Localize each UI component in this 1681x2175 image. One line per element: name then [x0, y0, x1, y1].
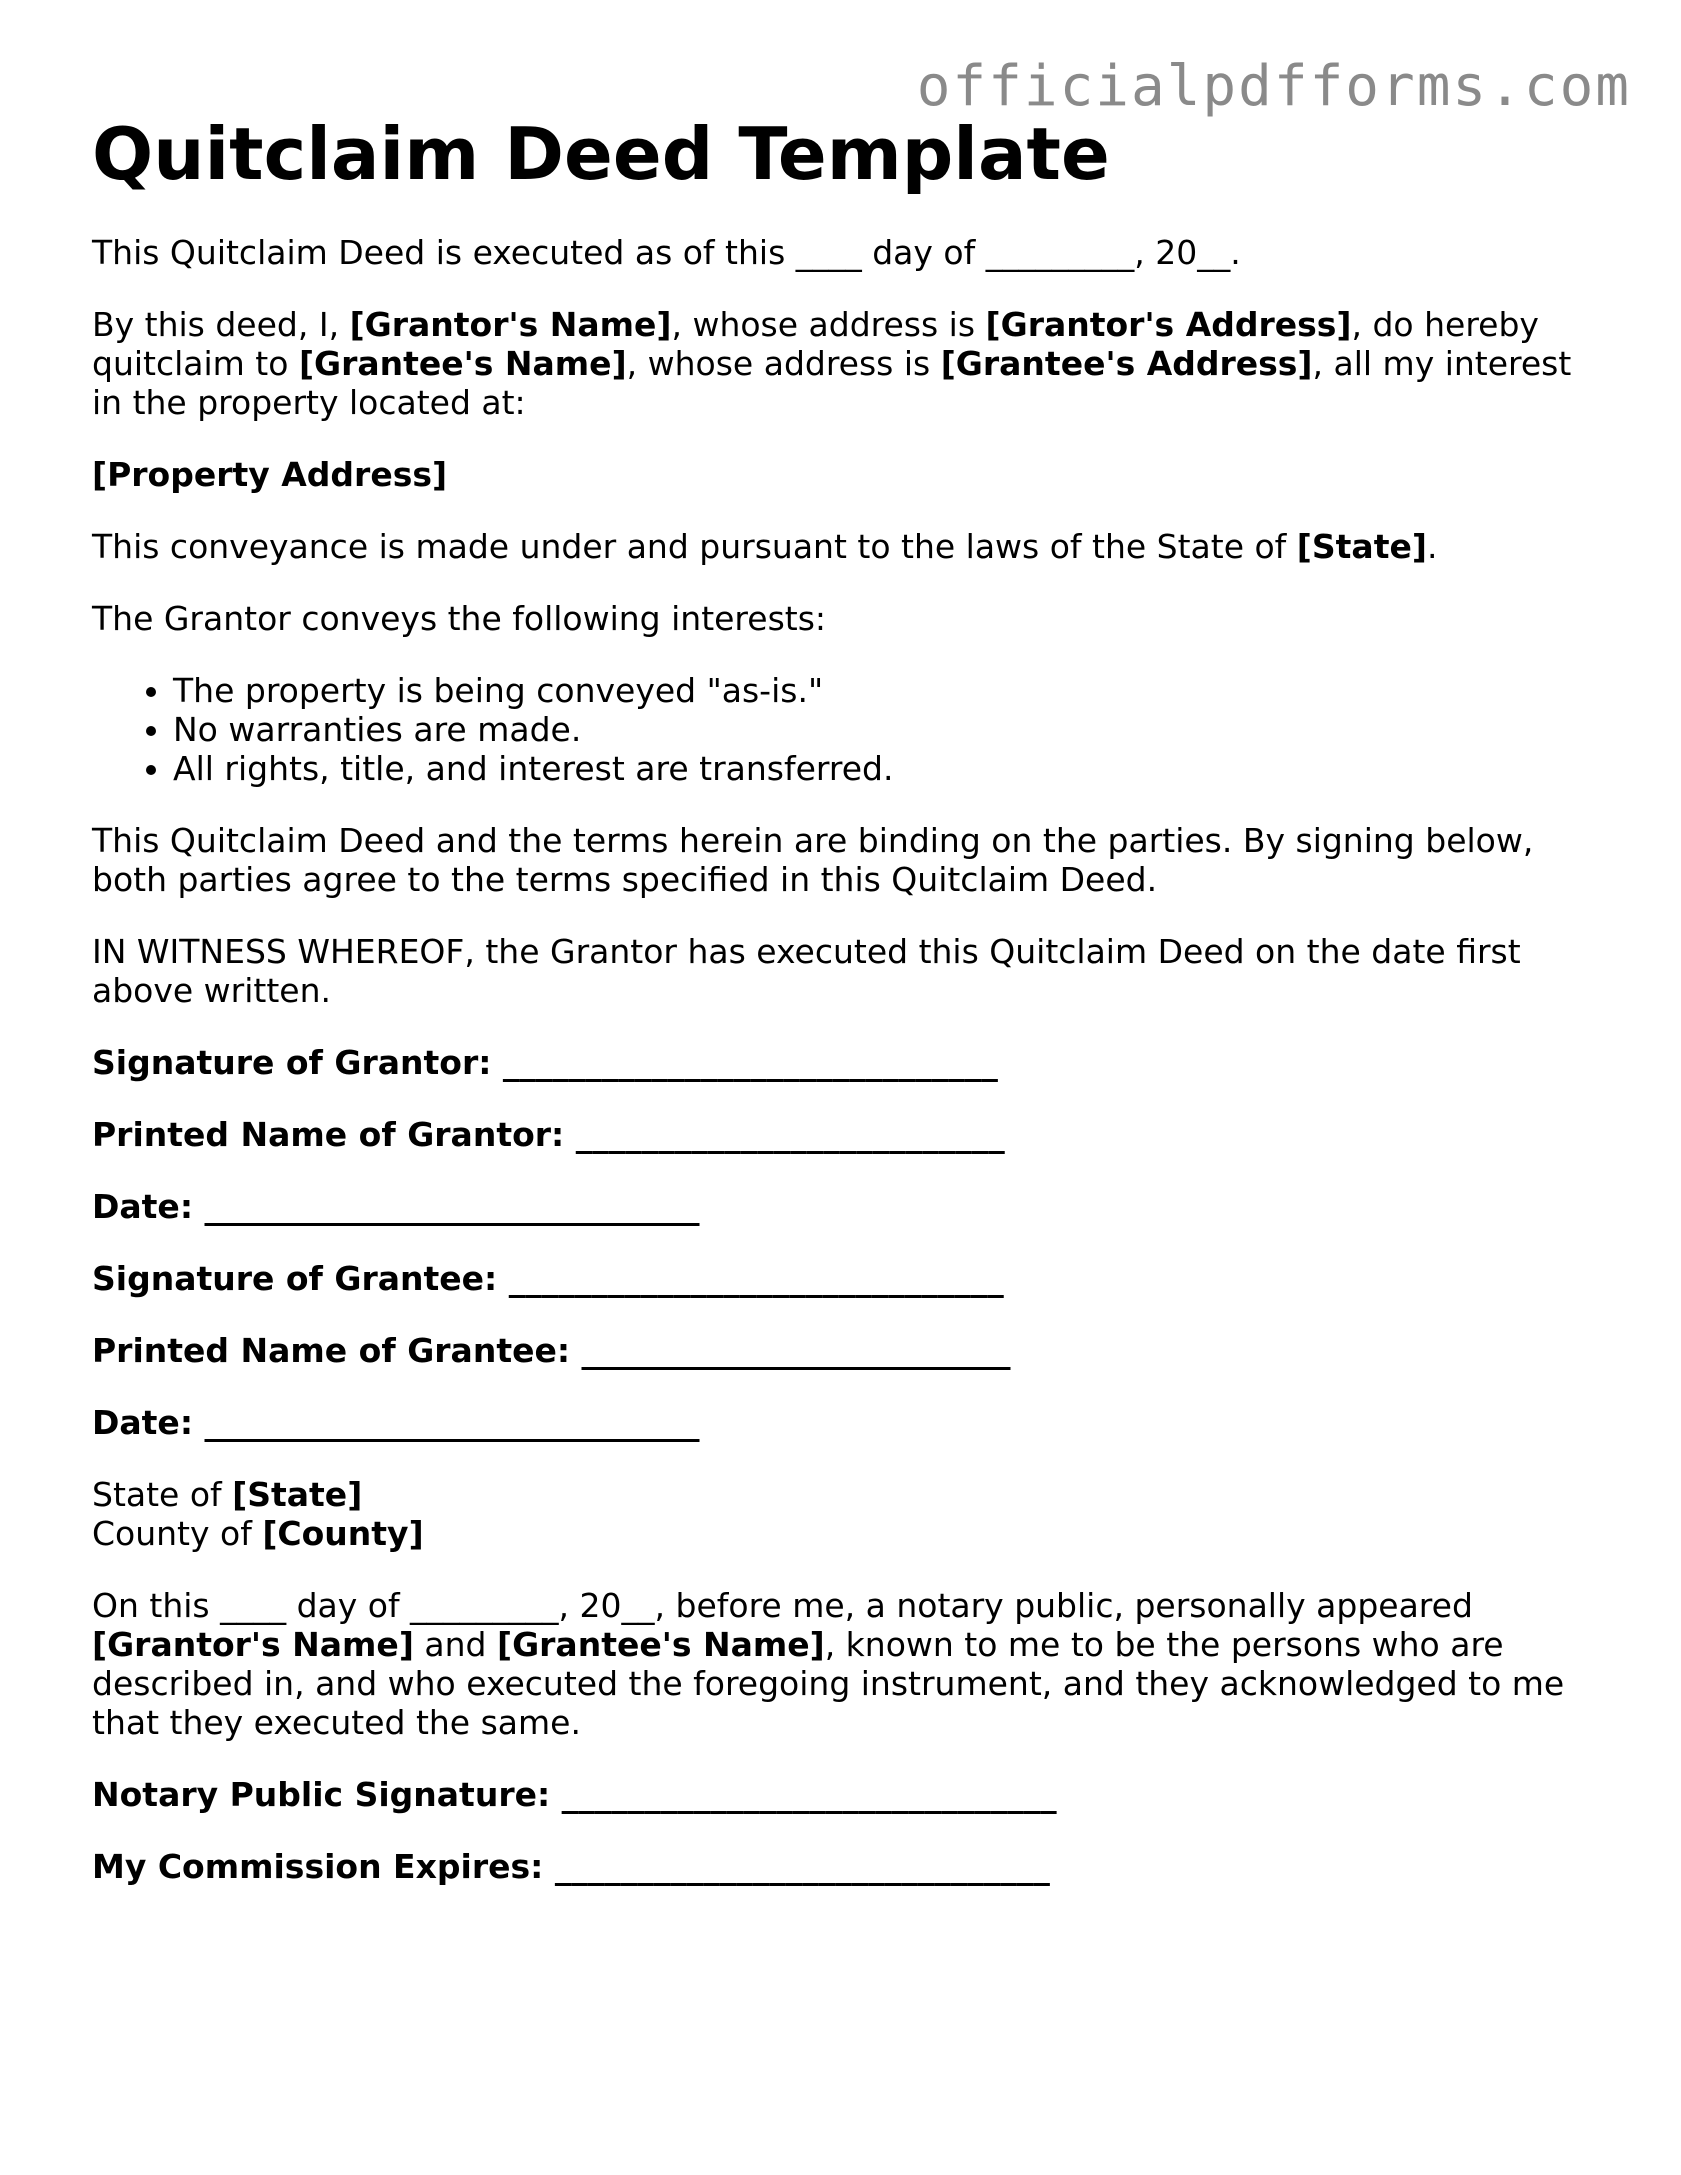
notary-grantee-name-placeholder: [Grantee's Name] — [496, 1625, 825, 1664]
grantee-signature-label: Signature of Grantee: — [92, 1259, 509, 1298]
notary-text: On this ____ day of _________, 20__, before me, a notary public, personally appeared — [92, 1586, 1473, 1625]
grantor-printed-name-line[interactable]: __________________________ — [575, 1115, 1005, 1154]
notary-grantor-name-placeholder: [Grantor's Name] — [92, 1625, 414, 1664]
grant-paragraph — [92, 305, 1592, 422]
notary-acknowledgment — [92, 1586, 1592, 1742]
interests-intro: The Grantor conveys the following interests: — [92, 599, 827, 638]
execution-date-paragraph — [92, 233, 1592, 272]
grantor-name-placeholder: [Grantor's Name] — [349, 305, 672, 344]
grantee-name-placeholder: [Grantee's Name] — [298, 344, 627, 383]
grantor-signature-field[interactable] — [92, 1043, 1592, 1082]
document-page — [92, 110, 1592, 1919]
grantee-signature-line[interactable]: ______________________________ — [508, 1259, 1004, 1298]
commission-expires-field[interactable] — [92, 1847, 1592, 1886]
grant-text: , do hereby quitclaim to — [92, 305, 1539, 383]
law-text: This conveyance is made under and pursuant to the laws of the State of — [92, 527, 1297, 566]
grantee-date-line[interactable]: ______________________________ — [204, 1403, 700, 1442]
grant-text: By this deed, I, — [92, 305, 350, 344]
law-text: . — [1426, 527, 1438, 566]
notary-signature-label: Notary Public Signature: — [92, 1775, 562, 1814]
grantor-signature-label: Signature of Grantor: — [92, 1043, 503, 1082]
venue-state-placeholder: [State] — [232, 1475, 363, 1514]
month-blank: _________ — [985, 233, 1135, 272]
notary-signature-field[interactable] — [92, 1775, 1592, 1814]
binding-paragraph: This Quitclaim Deed and the terms herein are binding on the parties. By signing below, both parties agree to the terms specified in this Quitclaim Deed. — [92, 821, 1534, 899]
year-blank: , 20__. — [1134, 233, 1241, 272]
grant-text: , whose address is — [626, 344, 941, 383]
list-item: • The property is being conveyed "as-is." — [173, 671, 1592, 710]
venue-county-label: County of — [92, 1514, 263, 1553]
grantor-date-label: Date: — [92, 1187, 205, 1226]
property-address-placeholder: [Property Address] — [92, 455, 448, 494]
grantee-printed-name-field[interactable] — [92, 1331, 1592, 1370]
commission-expires-label: My Commission Expires: — [92, 1847, 555, 1886]
commission-expires-line[interactable]: ______________________________ — [554, 1847, 1050, 1886]
grant-text: , all my interest in the property located at: — [92, 344, 1572, 422]
venue-block — [92, 1475, 1592, 1553]
grantee-date-field[interactable] — [92, 1403, 1592, 1442]
grantee-printed-name-label: Printed Name of Grantee: — [92, 1331, 582, 1370]
notary-text: , known to me to be the persons who are described in, and who executed the foregoing instrument, and they acknowledged to me that they executed the same. — [92, 1625, 1565, 1742]
grantor-printed-name-field[interactable] — [92, 1115, 1592, 1154]
property-address — [92, 455, 1592, 494]
day-blank: ____ — [795, 233, 862, 272]
witness-paragraph: IN WITNESS WHEREOF, the Grantor has executed this Quitclaim Deed on the date first above written. — [92, 932, 1521, 1010]
grantee-printed-name-line[interactable]: __________________________ — [581, 1331, 1011, 1370]
grantee-signature-field[interactable] — [92, 1259, 1592, 1298]
grant-text: , whose address is — [671, 305, 986, 344]
grantor-date-line[interactable]: ______________________________ — [204, 1187, 700, 1226]
state-placeholder: [State] — [1296, 527, 1427, 566]
venue-state-label: State of — [92, 1475, 233, 1514]
page-title: Quitclaim Deed Template — [92, 112, 1110, 196]
grantor-address-placeholder: [Grantor's Address] — [985, 305, 1352, 344]
notary-signature-line[interactable]: ______________________________ — [561, 1775, 1057, 1814]
watermark: officialpdfforms.com — [916, 54, 1631, 119]
list-item: • All rights, title, and interest are transferred. — [173, 749, 1592, 788]
grantee-date-label: Date: — [92, 1403, 205, 1442]
grantor-date-field[interactable] — [92, 1187, 1592, 1226]
venue-county-placeholder: [County] — [262, 1514, 424, 1553]
intro-prefix: This Quitclaim Deed is executed as of this — [92, 233, 796, 272]
grantor-signature-line[interactable]: ______________________________ — [502, 1043, 998, 1082]
grantee-address-placeholder: [Grantee's Address] — [940, 344, 1313, 383]
list-item: • No warranties are made. — [173, 710, 1592, 749]
intro-mid: day of — [861, 233, 986, 272]
interests-list — [92, 671, 1592, 788]
governing-law-paragraph — [92, 527, 1592, 566]
notary-text: and — [413, 1625, 497, 1664]
grantor-printed-name-label: Printed Name of Grantor: — [92, 1115, 576, 1154]
